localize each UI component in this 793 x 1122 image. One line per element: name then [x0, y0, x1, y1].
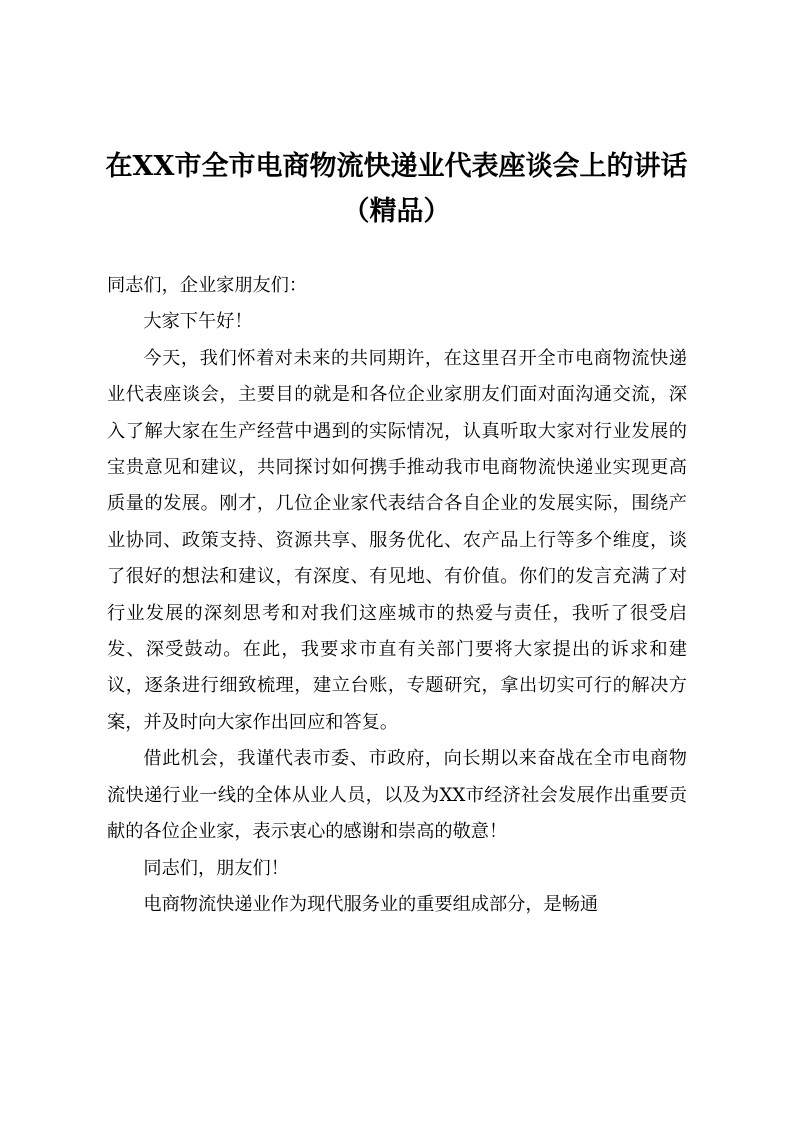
address-paragraph: 同志们，朋友们！ [143, 857, 289, 879]
document-title: 在XX市全市电商物流快递业代表座谈会上的讲话（精品） [105, 151, 688, 227]
body-paragraph: 今天，我们怀着对未来的共同期许，在这里召开全市电商物流快递业代表座谈会，主要目的就是和各位企业家朋友们面对面沟通交流，深入了解大家在生产经营中遇到的实际情况，认真听取大家对行业发展的宝贵意见和建议，共同探讨如何携手推动我市电商物流快递业实现更高质量的发展。刚才，几位企业家代表结合各自企业的发展实际，围绕产业协同、政策支持、资源共享、服务优化、农产品上行等多个维度，谈了很好的想法和建议，有深度、有见地、有价值。你们的发言充满了对行业发展的深刻思考和对我们这座城市的热爱与责任，我听了很受启发、深受鼓动。在此，我要求市直有关部门要将大家提出的诉求和建议，逐条进行细致梳理，建立台账，专题研究，拿出切实可行的解决方案，并及时向大家作出回应和答复。 [107, 347, 687, 733]
document-body [107, 268, 687, 923]
salutation-paragraph: 同志们，企业家朋友们： [107, 275, 308, 296]
body-paragraph: 借此机会，我谨代表市委、市政府，向长期以来奋战在全市电商物流快递行业一线的全体从业人员，以及为XX市经济社会发展作出重要贡献的各位企业家，表示衷心的感谢和崇高的敬意！ [107, 748, 687, 843]
body-paragraph: 电商物流快递业作为现代服务业的重要组成部分，是畅通 [143, 893, 599, 915]
greeting-paragraph: 大家下午好！ [143, 311, 253, 333]
